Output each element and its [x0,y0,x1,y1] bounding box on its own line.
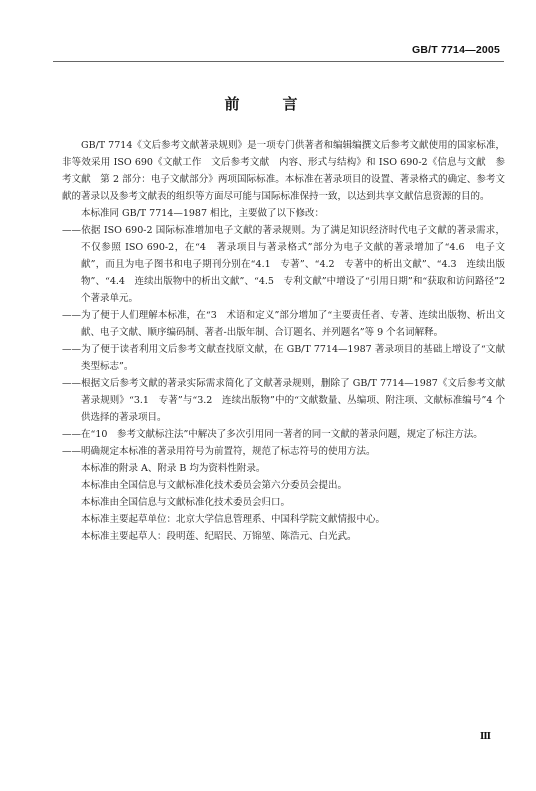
appendix-note: 本标准的附录 A、附录 B 均为资料性附录。 [81,463,266,474]
dash-marker: —— [62,310,81,321]
header-rule [53,61,504,62]
dash-marker: —— [62,429,81,440]
standard-code: GB/T 7714—2005 [411,44,500,56]
change-item [62,341,505,375]
comparison-paragraph: 本标准同 GB/T 7714—1987 相比，主要做了以下修改： [81,208,325,219]
change-item [62,307,505,341]
change-item [62,375,505,426]
dash-marker: —— [62,225,81,236]
change-text: 在“10 参考文献标注法”中解决了多次引用同一著者的同一文献的著录问题，规定了标注方法。 [81,429,483,440]
change-text: 明确规定本标准的著录用符号为前置符，规范了标志符号的使用方法。 [81,446,376,457]
intro-paragraph: GB/T 7714《文后参考文献著录规则》是一项专门供著者和编辑编撰文后参考文献使用的国家标准，非等效采用 ISO 690《文献工作 文后参考文献 内容、形式与结构》和 ISO 690-2《信息与文献 参考文献 第 2 部分：电子文献部分》两项国际标准。本标准在著录项目的设置、著录格式的确定、参考文献的著录以及参考文献表的组织等方面尽可能与国际标准保持一致，以达到共享文献信息资源的目的。 [62,140,505,202]
change-text: 为了便于人们理解本标准，在“3 术语和定义”部分增加了“主要责任者、专著、连续出版物、析出文献、电子文献、顺序编码制、著者-出版年制、合订题名、并列题名”等 9 个名词解释。 [81,310,505,338]
change-text: 依据 ISO 690-2 国际标准增加电子文献的著录规则。为了满足知识经济时代电子文献的著录需求，不仅参照 ISO 690-2，在“4 著录项目与著录格式”部分为电子文献的著录增加了“4.6 电子文献”，而且为电子图书和电子期刊分别在“4.1 专著”、“4.2 专著中的析出文献”、“4.3 连续出版物”、“4.4 连续出版物中的析出文献”、“4.5 专利文献”中增设了“引用日期”和“获取和访问路径”2 个著录单元。 [81,225,505,304]
change-text: 为了便于读者利用文后参考文献查找原文献，在 GB/T 7714—1987 著录项目的基础上增设了“文献类型标志”。 [81,344,505,372]
drafting-units: 本标准主要起草单位：北京大学信息管理系、中国科学院文献情报中心。 [81,514,386,525]
administrator-note: 本标准由全国信息与文献标准化技术委员会归口。 [81,497,291,508]
foreword-body [62,137,505,545]
dash-marker: —— [62,446,81,457]
page-number: Ⅲ [480,732,491,742]
proposer-note: 本标准由全国信息与文献标准化技术委员会第六分委员会提出。 [81,480,348,491]
change-item [62,222,505,307]
dash-marker: —— [62,378,81,389]
change-item [62,443,505,460]
page-title: 前 言 [224,95,312,113]
change-item [62,426,505,443]
dash-marker: —— [62,344,81,355]
drafters: 本标准主要起草人：段明莲、纪昭民、万锦堃、陈浩元、白光武。 [81,531,357,542]
change-text: 根据文后参考文献的著录实际需求简化了文献著录规则，删除了 GB/T 7714—1987《文后参考文献著录规则》“3.1 专著”与“3.2 连续出版物”中的“文献数量、丛编项、附注项、文献标准编号”4 个供选择的著录项目。 [81,378,505,423]
